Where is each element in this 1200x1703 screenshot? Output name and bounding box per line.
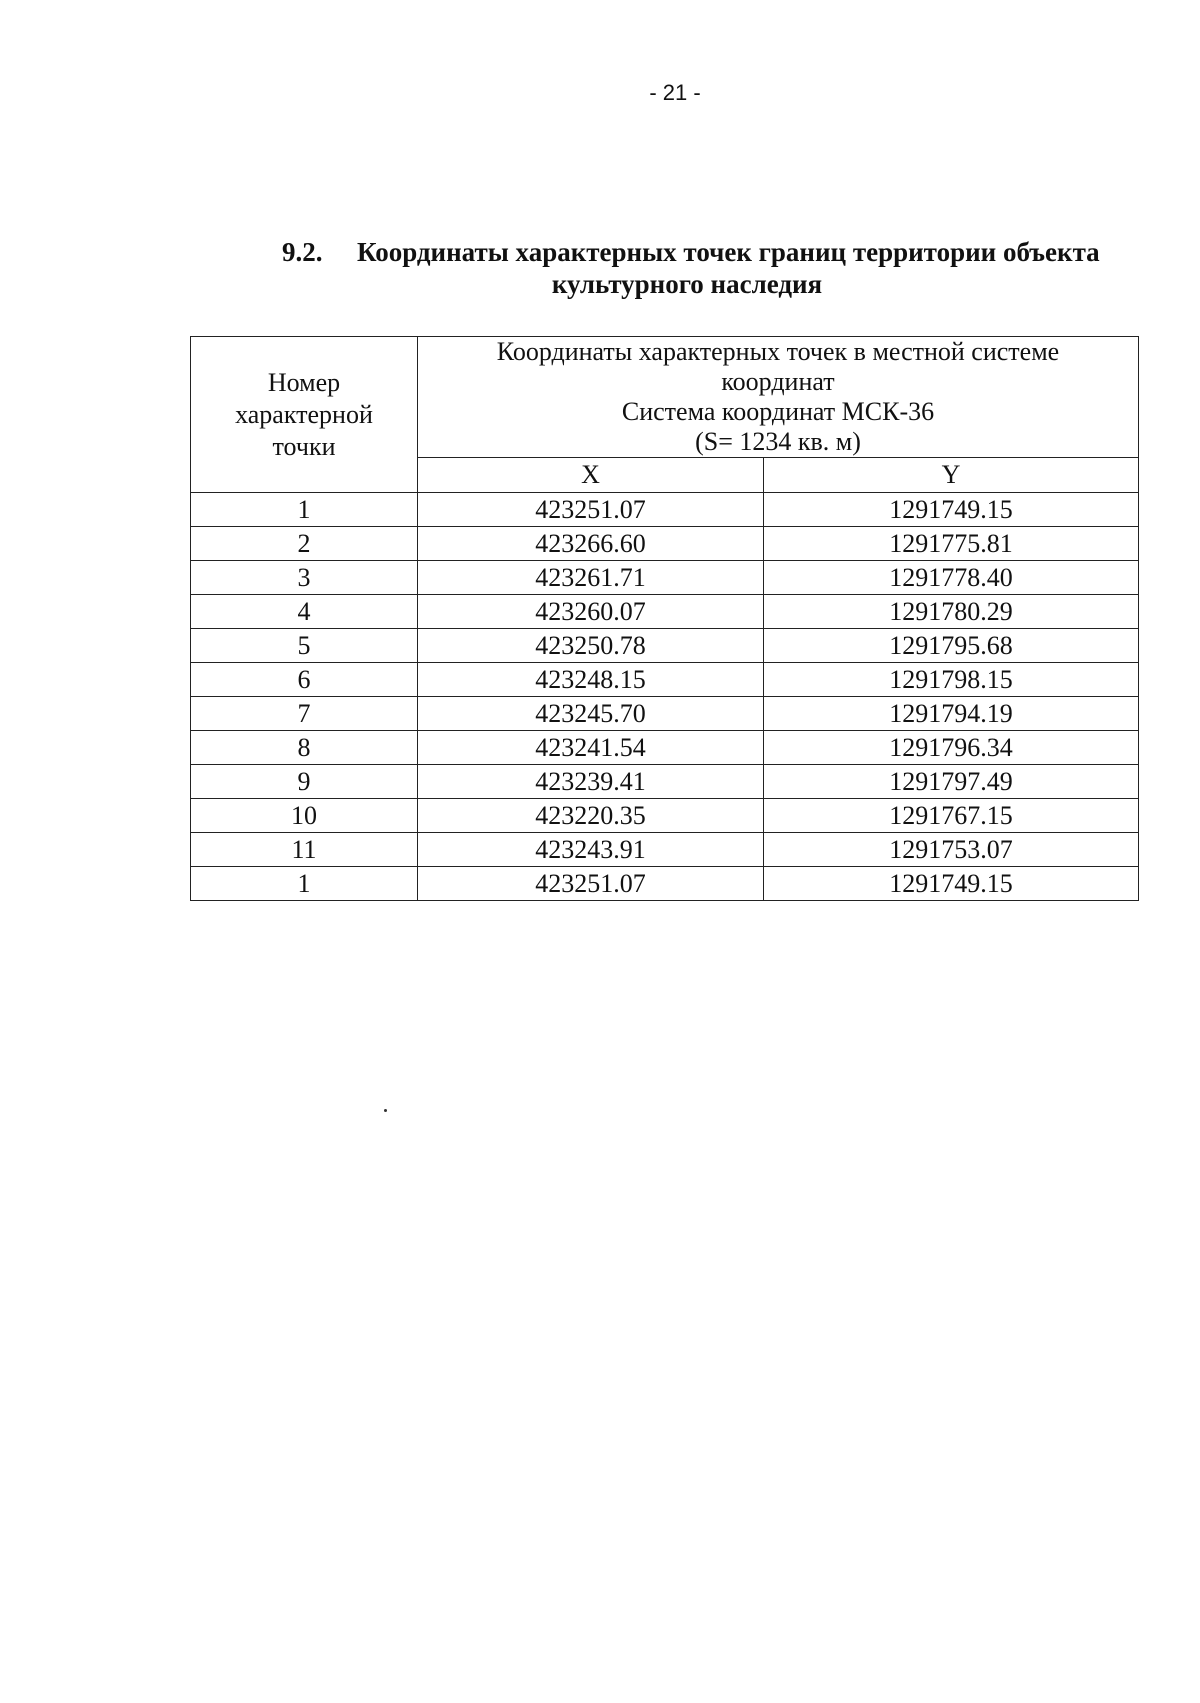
x-coordinate-cell: 423245.70	[418, 697, 764, 731]
y-coordinate-cell: 1291767.15	[764, 799, 1139, 833]
table-row	[191, 629, 1139, 663]
y-coordinate-cell: 1291749.15	[764, 493, 1139, 527]
point-number-header-line: характерной	[235, 399, 373, 429]
point-number-header	[191, 337, 418, 493]
y-coordinate-cell: 1291795.68	[764, 629, 1139, 663]
coordinates-header-line: координат	[721, 367, 835, 396]
stray-mark	[384, 1109, 387, 1112]
coordinates-table	[190, 336, 1139, 901]
point-number-cell: 6	[191, 663, 418, 697]
table-row	[191, 867, 1139, 901]
x-coordinate-cell: 423251.07	[418, 867, 764, 901]
x-coordinate-cell: 423261.71	[418, 561, 764, 595]
x-coordinate-cell: 423243.91	[418, 833, 764, 867]
point-number-cell: 4	[191, 595, 418, 629]
table-row	[191, 663, 1139, 697]
coordinates-header-line: Система координат МСК-36	[621, 397, 935, 426]
y-column-header: Y	[764, 458, 1139, 493]
x-coordinate-cell: 423266.60	[418, 527, 764, 561]
y-coordinate-cell: 1291797.49	[764, 765, 1139, 799]
y-coordinate-cell: 1291794.19	[764, 697, 1139, 731]
table-row	[191, 833, 1139, 867]
point-number-cell: 10	[191, 799, 418, 833]
y-coordinate-cell: 1291798.15	[764, 663, 1139, 697]
x-coordinate-cell: 423251.07	[418, 493, 764, 527]
point-number-cell: 11	[191, 833, 418, 867]
page-number: - 21 -	[649, 80, 701, 105]
y-coordinate-cell: 1291753.07	[764, 833, 1139, 867]
table-row	[191, 527, 1139, 561]
table-row	[191, 595, 1139, 629]
y-coordinate-cell: 1291775.81	[764, 527, 1139, 561]
x-column-header: X	[418, 458, 764, 493]
section-title: Координаты характерных точек границ территории объекта	[357, 237, 1100, 267]
table-row	[191, 493, 1139, 527]
point-number-cell: 3	[191, 561, 418, 595]
section-number: 9.2.	[282, 237, 323, 267]
point-number-cell: 1	[191, 867, 418, 901]
table-row	[191, 731, 1139, 765]
point-number-cell: 9	[191, 765, 418, 799]
coordinates-header-line: Координаты характерных точек в местной системе	[496, 337, 1060, 366]
y-coordinate-cell: 1291780.29	[764, 595, 1139, 629]
section-heading	[282, 236, 1142, 300]
point-number-cell: 7	[191, 697, 418, 731]
table-row	[191, 799, 1139, 833]
section-heading-line1	[282, 236, 1142, 268]
point-number-cell: 1	[191, 493, 418, 527]
y-coordinate-cell: 1291778.40	[764, 561, 1139, 595]
point-number-header-line: Номер	[267, 367, 341, 397]
x-coordinate-cell: 423248.15	[418, 663, 764, 697]
coordinates-header-line: (S= 1234 кв. м)	[695, 427, 861, 456]
section-title-continuation: культурного наследия	[551, 269, 823, 299]
x-coordinate-cell: 423250.78	[418, 629, 764, 663]
table-header-row	[191, 337, 1139, 458]
point-number-cell: 5	[191, 629, 418, 663]
table-row	[191, 561, 1139, 595]
point-number-cell: 2	[191, 527, 418, 561]
coordinates-table-body	[191, 493, 1139, 901]
x-coordinate-cell: 423260.07	[418, 595, 764, 629]
y-coordinate-cell: 1291796.34	[764, 731, 1139, 765]
point-number-header-line: точки	[272, 431, 336, 461]
x-coordinate-cell: 423241.54	[418, 731, 764, 765]
table-row	[191, 697, 1139, 731]
y-coordinate-cell: 1291749.15	[764, 867, 1139, 901]
x-coordinate-cell: 423220.35	[418, 799, 764, 833]
point-number-cell: 8	[191, 731, 418, 765]
table-row	[191, 765, 1139, 799]
x-coordinate-cell: 423239.41	[418, 765, 764, 799]
coordinates-group-header	[418, 337, 1139, 458]
